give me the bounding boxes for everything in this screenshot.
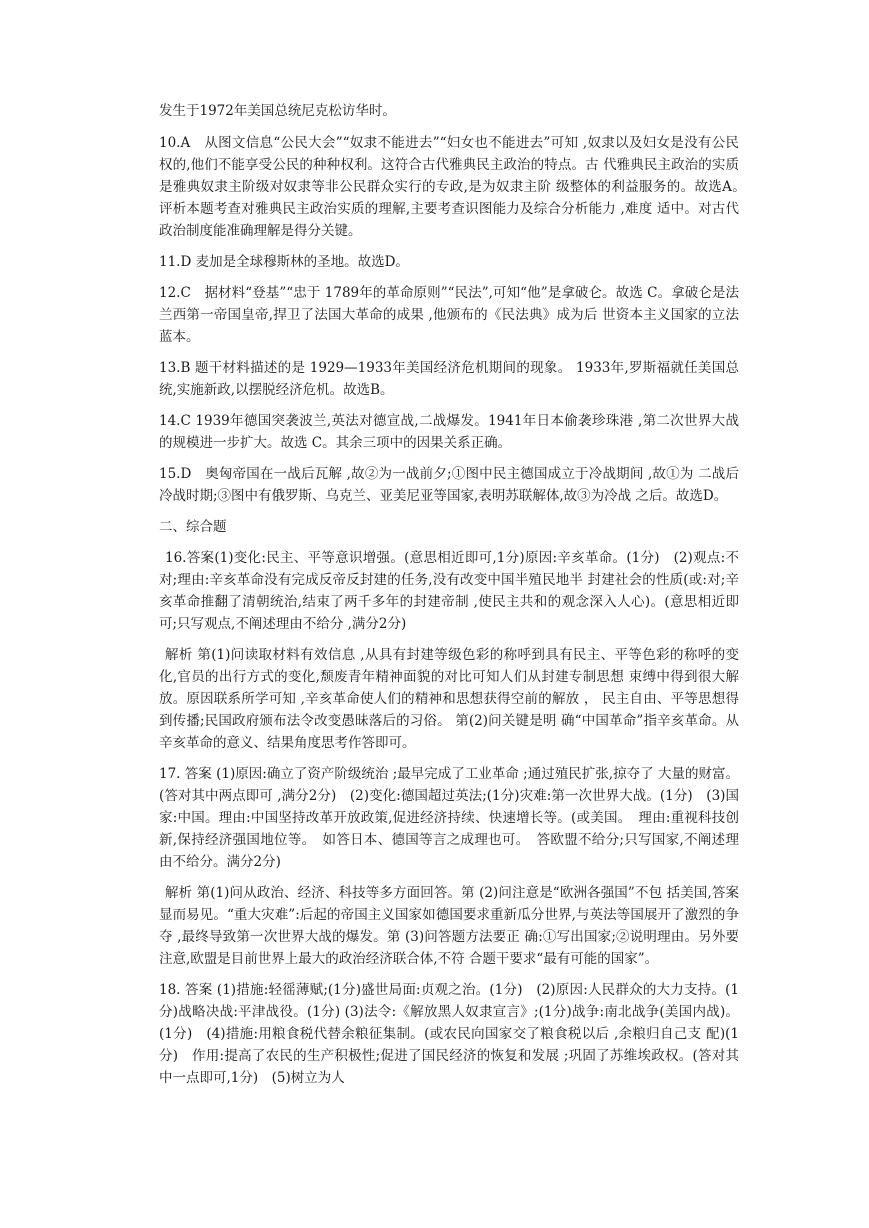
answer-14: 14.C 1939年德国突袭波兰,英法对德宣战,二战爆发。1941年日本偷袭珍珠港 ,第二次世界大战的规模进一步扩大。故选 C。其余三项中的因果关系正确。 (159, 413, 739, 451)
analysis-16: 解析 第(1)问读取材料有效信息 ,从具有封建等级色彩的称呼到具有民主、平等色彩的称呼的变化,官员的出行方式的变化,颓废青年精神面貌的对比可知人们从封建专制思想 束缚中得到很大解放。原因联系所学可知 ,辛亥革命使人们的精神和思想获得空前的解放 ， 民主自由、平等思想得到传播;民国政府颁布法令改变愚昧落后的习俗。 第(2)问关键是明 确“中国革命”指辛亥革命。从辛亥革命的意义、结果角度思考作答即可。 (159, 647, 739, 751)
answer-16: 16.答案(1)变化:民主、平等意识增强。(意思相近即可,1分)原因:辛亥革命。(1分) (2)观点:不对;理由:辛亥革命没有完成反帝反封建的任务,没有改变中国半殖民地半 封建社会的性质(或:对;辛亥革命推翻了清朝统治,结束了两千多年的封建帝制 ,使民主共和的观念深入人心)。(意思相近即可;只写观点,不阐述理由不给分 ,满分2分) (159, 550, 739, 632)
document-body (159, 100, 753, 1098)
answer-17: 17. 答案 (1)原因:确立了资产阶级统治 ;最早完成了工业革命 ;通过殖民扩张,掠夺了 大量的财富。(答对其中两点即可 ,满分2分) (2)变化:德国超过英法;(1分)灾难:第一次世界大战。(1分) (3)国家:中国。理由:中国坚持改革开放政策,促进经济持续、快速增长等。(或美国。 理由:重视科技创新,保持经济强国地位等。 如答日本、德国等言之成理也可。 答欧盟不给分;只写国家,不阐述理由不给分。满分2分) (159, 766, 739, 870)
answer-12: 12.C 据材料“登基”“忠于 1789年的革命原则”“民法”,可知“他”是拿破仑。故选 C。拿破仑是法兰西第一帝国皇帝,捍卫了法国大革命的成果 ,他颁布的《民法典》成为后 世资本主义国家的立法蓝本。 (159, 285, 739, 345)
answer-18: 18. 答案 (1)措施:轻徭薄赋;(1分)盛世局面:贞观之治。(1分) (2)原因:人民群众的大力支持。(1分)战略决战:平津战役。(1分) (3)法令:《解放黑人奴隶宣言》;(1分)战争:南北战争(美国内战)。(1分) (4)措施:用粮食税代替余粮征集制。(或农民向国家交了粮食税以后 ,余粮归自己支 配)(1分) 作用:提高了农民的生产积极性;促进了国民经济的恢复和发展 ;巩固了苏维埃政权。(答对其中一点即可,1分) (5)树立为人 (159, 982, 739, 1086)
answer-11: 11.D 麦加是全球穆斯林的圣地。故选D。 (159, 254, 409, 270)
analysis-17: 解析 第(1)问从政治、经济、科技等多方面回答。第 (2)问注意是“欧洲各强国”不包 括美国,答案显而易见。“重大灾难”:后起的帝国主义国家如德国要求重新瓜分世界,与英法等国展开了激烈的争夺 ,最终导致第一次世界大战的爆发。第 (3)问答题方法要正 确:①写出国家;②说明理由。另外要注意,欧盟是目前世界上最大的政治经济联合体,不符 合题干要求“最有可能的国家”。 (159, 885, 739, 967)
answer-13: 13.B 题干材料描述的是 1929—1933年美国经济危机期间的现象。 1933年,罗斯福就任美国总统,实施新政,以摆脱经济危机。故选B。 (159, 360, 739, 398)
answer-15: 15.D 奥匈帝国在一战后瓦解 ,故②为一战前夕;①图中民主德国成立于冷战期间 ,故①为 二战后冷战时期;③图中有俄罗斯、乌克兰、亚美尼亚等国家,表明苏联解体,故③为冷战 之后。故选D。 (159, 466, 739, 504)
answer-10: 10.A 从图文信息“公民大会”“奴隶不能进去”“妇女也不能进去”可知 ,奴隶以及妇女是没有公民权的,他们不能享受公民的种种权利。这符合古代雅典民主政治的特点。古 代雅典民主政治的实质是雅典奴隶主阶级对奴隶等非公民群众实行的专政,是为奴隶主阶 级整体的利益服务的。故选A。 评析本题考查对雅典民主政治实质的理解,主要考查识图能力及综合分析能力 ,难度 适中。对古代政治制度能准确理解是得分关键。 (159, 135, 753, 239)
section-heading: 二、综合题 (159, 519, 227, 535)
paragraph-continuation: 发生于1972年美国总统尼克松访华时。 (159, 103, 396, 119)
